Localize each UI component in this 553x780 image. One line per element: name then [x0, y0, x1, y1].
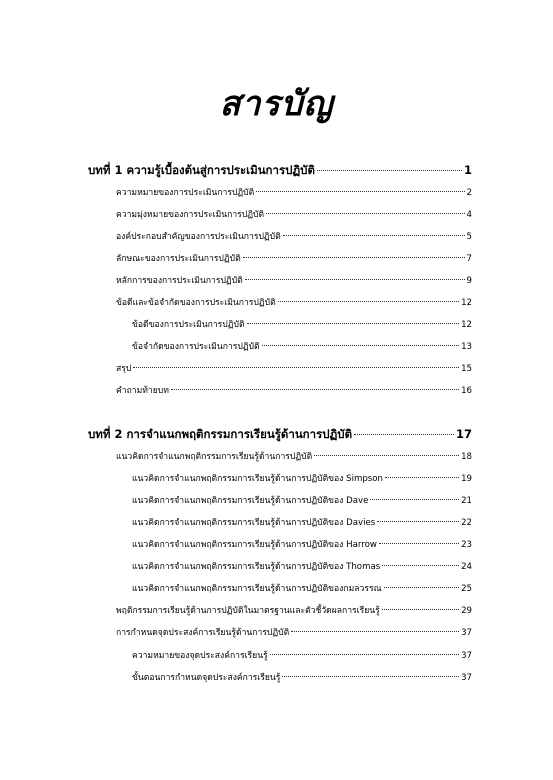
- toc-chapter-entry: [88, 426, 472, 442]
- toc-entry: [132, 516, 472, 530]
- dot-leader: [245, 279, 465, 280]
- toc-page-number: 25: [461, 584, 472, 594]
- toc-entry-label: คำถามท้ายบท: [116, 386, 169, 396]
- toc-page-number: 18: [461, 452, 472, 462]
- dot-leader: [314, 455, 459, 456]
- toc-page-number: 15: [461, 364, 472, 374]
- dot-leader: [256, 191, 464, 192]
- toc-page-number: 17: [455, 427, 472, 441]
- toc-entry: [116, 450, 472, 464]
- toc-entry: [116, 604, 472, 618]
- page-title: สารบัญ: [219, 84, 334, 124]
- dot-leader: [243, 257, 465, 258]
- toc-entry-label: ข้อดีของการประเมินการปฏิบัติ: [132, 320, 245, 330]
- toc-entry: [116, 362, 472, 376]
- toc-entry-label: ความมุ่งหมายของการประเมินการปฏิบัติ: [116, 210, 265, 220]
- toc-entry-label: ข้อดีและข้อจำกัดของการประเมินการปฏิบัติ: [116, 298, 276, 308]
- dot-leader: [354, 434, 454, 435]
- toc-page-number: 19: [461, 474, 472, 484]
- toc-entry: [116, 252, 472, 266]
- toc-page-number: 16: [461, 386, 472, 396]
- toc-entry-label: แนวคิดการจำแนกพฤติกรรมการเรียนรู้ด้านการปฏิบัติของ Davies: [132, 518, 376, 528]
- toc-entry-label: แนวคิดการจำแนกพฤติกรรมการเรียนรู้ด้านการปฏิบัติของกมลวรรณ: [132, 584, 382, 594]
- toc-entry-label: แนวคิดการจำแนกพฤติกรรมการเรียนรู้ด้านการปฏิบัติ: [116, 452, 313, 462]
- toc-entry-label: สรุป: [116, 364, 132, 374]
- toc-entry: [116, 186, 472, 200]
- toc-page-number: 23: [461, 540, 472, 550]
- dot-leader: [317, 170, 462, 171]
- dot-leader: [382, 609, 459, 610]
- toc-entry-label: หลักการของการประเมินการปฏิบัติ: [116, 276, 243, 286]
- toc-entry-label: แนวคิดการจำแนกพฤติกรรมการเรียนรู้ด้านการปฏิบัติของ Thomas: [132, 562, 381, 572]
- toc-entry: [116, 208, 472, 222]
- dot-leader: [377, 521, 459, 522]
- toc-entry-label: ขั้นตอนการกำหนดจุดประสงค์การเรียนรู้: [132, 673, 281, 683]
- toc-entry-label: ข้อจำกัดของการประเมินการปฏิบัติ: [132, 342, 260, 352]
- dot-leader: [283, 235, 465, 236]
- toc-entry: [132, 538, 472, 552]
- toc-entry-label: แนวคิดการจำแนกพฤติกรรมการเรียนรู้ด้านการปฏิบัติของ Dave: [132, 496, 369, 506]
- toc-entry: [132, 340, 472, 354]
- toc-entry: [116, 274, 472, 288]
- toc-entry: [116, 230, 472, 244]
- toc-page-number: 12: [461, 320, 472, 330]
- toc-page-number: 37: [461, 651, 472, 661]
- toc-page-number: 5: [466, 232, 472, 242]
- toc-page-number: 7: [466, 254, 472, 264]
- dot-leader: [133, 367, 459, 368]
- toc-page-number: 12: [461, 298, 472, 308]
- dot-leader: [270, 654, 459, 655]
- toc-page-number: 9: [466, 276, 472, 286]
- toc-page-number: 13: [461, 342, 472, 352]
- toc-page-number: 2: [466, 188, 472, 198]
- dot-leader: [171, 389, 459, 390]
- toc-chapter-entry: [88, 162, 472, 178]
- toc-page-number: 24: [461, 562, 472, 572]
- toc-page-number: 1: [463, 163, 472, 177]
- toc-page-number: 37: [461, 628, 472, 638]
- dot-leader: [385, 477, 459, 478]
- dot-leader: [382, 565, 459, 566]
- toc-entry-label: แนวคิดการจำแนกพฤติกรรมการเรียนรู้ด้านการปฏิบัติของ Harrow: [132, 540, 377, 550]
- toc-entry: [132, 649, 472, 663]
- toc-page-number: 22: [461, 518, 472, 528]
- toc-entry: [116, 296, 472, 310]
- toc-entry: [132, 582, 472, 596]
- toc-entry: [132, 671, 472, 685]
- toc-page-number: 4: [466, 210, 472, 220]
- toc-entry-label: แนวคิดการจำแนกพฤติกรรมการเรียนรู้ด้านการปฏิบัติของ Simpson: [132, 474, 383, 484]
- toc-entry: [132, 560, 472, 574]
- toc-entry: [132, 318, 472, 332]
- toc-entry: [116, 384, 472, 398]
- toc-entry-label: ความหมายของจุดประสงค์การเรียนรู้: [132, 651, 268, 661]
- dot-leader: [247, 323, 460, 324]
- dot-leader: [291, 631, 459, 632]
- dot-leader: [379, 543, 459, 544]
- toc-page-number: 21: [461, 496, 472, 506]
- toc-page-number: 37: [461, 673, 472, 683]
- toc-entry-label: พฤติกรรมการเรียนรู้ด้านการปฏิบัติในมาตรฐานและตัวชี้วัดผลการเรียนรู้: [116, 606, 380, 616]
- toc-entry-label: ความหมายของการประเมินการปฏิบัติ: [116, 188, 255, 198]
- toc-entry-label: ลักษณะของการประเมินการปฏิบัติ: [116, 254, 241, 264]
- dot-leader: [262, 345, 459, 346]
- toc-entry: [132, 472, 472, 486]
- dot-leader: [384, 587, 460, 588]
- dot-leader: [266, 213, 464, 214]
- toc-entry-label: บทที่ 2 การจำแนกพฤติกรรมการเรียนรู้ด้านการปฏิบัติ: [88, 427, 353, 441]
- dot-leader: [278, 301, 459, 302]
- toc-entry-label: บทที่ 1 ความรู้เบื้องต้นสู่การประเมินการปฏิบัติ: [88, 163, 315, 177]
- toc-entry-label: การกำหนดจุดประสงค์การเรียนรู้ด้านการปฏิบัติ: [116, 628, 290, 638]
- toc-entry-label: องค์ประกอบสำคัญของการประเมินการปฏิบัติ: [116, 232, 281, 242]
- dot-leader: [282, 676, 459, 677]
- toc-page-number: 29: [461, 606, 472, 616]
- toc-entry: [132, 494, 472, 508]
- toc-entry: [116, 626, 472, 640]
- dot-leader: [370, 499, 459, 500]
